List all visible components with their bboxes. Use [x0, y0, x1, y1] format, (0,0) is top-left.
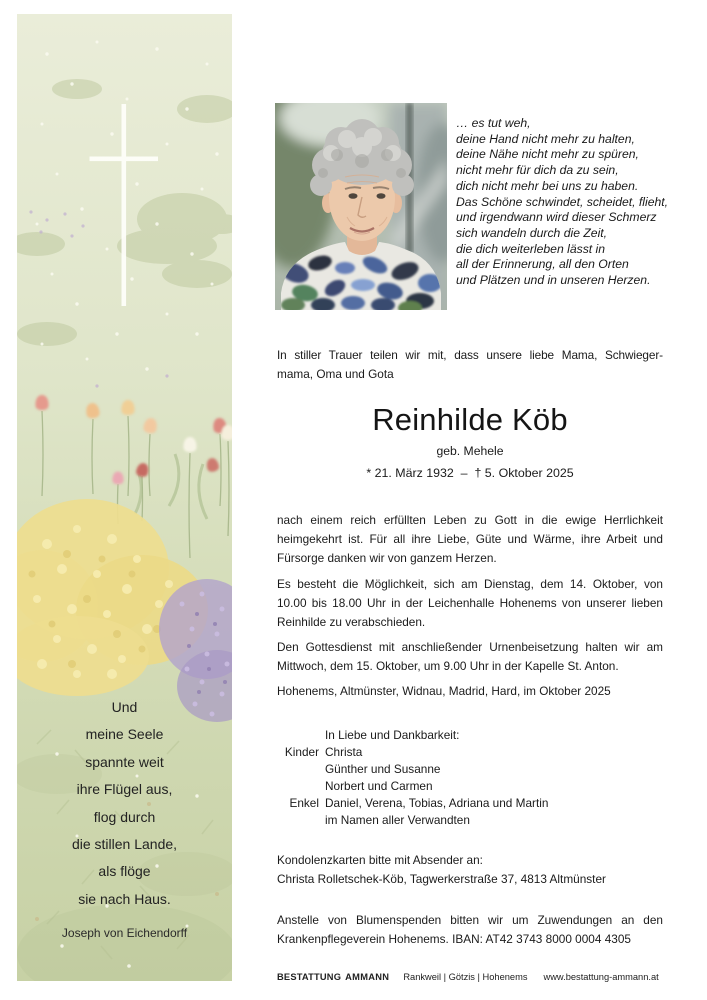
places-date-line: Hohenems, Altmünster, Widnau, Madrid, Hard, im Oktober 2025 — [277, 684, 611, 698]
poem-line: Und — [111, 699, 138, 715]
poem-line: deine Nähe nicht mehr zu spüren, — [456, 147, 639, 162]
paragraph: Den Gottesdienst mit anschließender Urnenbeisetzung halten wir am Mittwoch, dem 15. Oktober, um 9.00 Uhr in der Kapelle St. Anton. — [277, 640, 663, 673]
poem-line: nicht mehr für dich da zu sein, — [456, 163, 619, 178]
family-names: Günther und Susanne — [325, 762, 441, 776]
condolence-line: Kondolenzkarten bitte mit Absender an: — [277, 853, 483, 867]
family-role-label — [277, 812, 319, 829]
poem-line: und Plätzen und in unseren Herzen. — [456, 273, 651, 288]
poem-line: flog durch — [93, 808, 156, 825]
poem-line: dich nicht mehr bei uns zu haben. — [456, 178, 639, 193]
footer-brand-name: AMMANN — [345, 972, 390, 982]
family-role-label: Enkel — [289, 796, 319, 810]
portrait-photo — [275, 103, 447, 310]
family-names: Norbert und Carmen — [325, 779, 433, 793]
maiden-name: geb. Mehele — [436, 444, 504, 458]
poem-line: spannte weit — [85, 753, 164, 770]
family-role-label: Kinder — [284, 745, 319, 759]
family-role-label — [277, 761, 319, 778]
family-names: Daniel, Verena, Tobias, Adriana und Martin — [325, 796, 549, 810]
grief-poem — [456, 116, 669, 289]
poem-line: die dich weiterleben lässt in — [456, 241, 606, 256]
poem-author: Joseph von Eichendorff — [61, 926, 188, 941]
poem-line: die stillen Lande, — [71, 836, 178, 853]
family-list — [277, 727, 663, 829]
intro-line: mama, Oma und Gota — [277, 367, 394, 381]
poem-line: all der Erinnerung, all den Orten — [456, 257, 629, 272]
announcement-intro — [277, 346, 663, 384]
family-role-label — [277, 778, 319, 795]
condolence-line: Christa Rolletschek-Köb, Tagwerkerstraße 37, 4813 Altmünster — [277, 872, 606, 886]
birth-death-dates: * 21. März 1932 – † 5. Oktober 2025 — [366, 466, 574, 480]
donation-note: Anstelle von Blumenspenden bitten wir um Zuwendungen an den Krankenpflegeverein Hohenems. IBAN: AT42 3743 8000 0004 4305 — [277, 913, 663, 946]
poem-line: sich wandeln durch die Zeit, — [456, 225, 608, 240]
poem-line: sie nach Haus. — [78, 890, 171, 907]
footer-locations: Rankweil | Götzis | Hohenems — [403, 972, 528, 982]
paragraph: nach einem reich erfüllten Leben zu Gott in die ewige Herrlichkeit heimgekehrt ist. Für all ihre Liebe, Güte und Wärme, ihre Arbeit und Fürsorge danken wir von ganzem Herzen. — [277, 513, 663, 565]
memorial-side-panel — [17, 14, 232, 981]
footer-brand: BESTATTUNG — [277, 972, 342, 982]
eichendorff-poem — [17, 694, 232, 948]
poem-line: deine Hand nicht mehr zu halten, — [456, 131, 635, 146]
paragraph: Es besteht die Möglichkeit, sich am Dienstag, dem 14. Oktober, von 10.00 bis 18.00 Uhr in der Leichenhalle Hohenems von unserer lieben Reinhilde zu verabschieden. — [277, 576, 663, 629]
intro-line: In stiller Trauer teilen wir mit, dass unsere liebe Mama, Schwieger- — [277, 348, 663, 362]
poem-line: … es tut weh, — [456, 116, 531, 130]
family-names: In Liebe und Dankbarkeit: — [325, 728, 460, 742]
announcement-body — [277, 511, 663, 683]
condolence-address — [277, 851, 663, 889]
family-names: Christa — [325, 745, 363, 759]
poem-line: meine Seele — [85, 726, 164, 743]
footer-website: www.bestattung-ammann.at — [543, 972, 659, 982]
poem-line: und irgendwann wird dieser Schmerz — [456, 210, 657, 225]
poem-line: ihre Flügel aus, — [76, 781, 173, 798]
deceased-name: Reinhilde Köb — [372, 402, 568, 437]
poem-line: Das Schöne schwindet, scheidet, flieht, — [456, 194, 669, 209]
family-names: im Namen aller Verwandten — [325, 813, 470, 827]
family-role-label — [277, 727, 319, 744]
poem-line: als flöge — [98, 863, 151, 880]
funeral-home-footer — [277, 972, 677, 982]
